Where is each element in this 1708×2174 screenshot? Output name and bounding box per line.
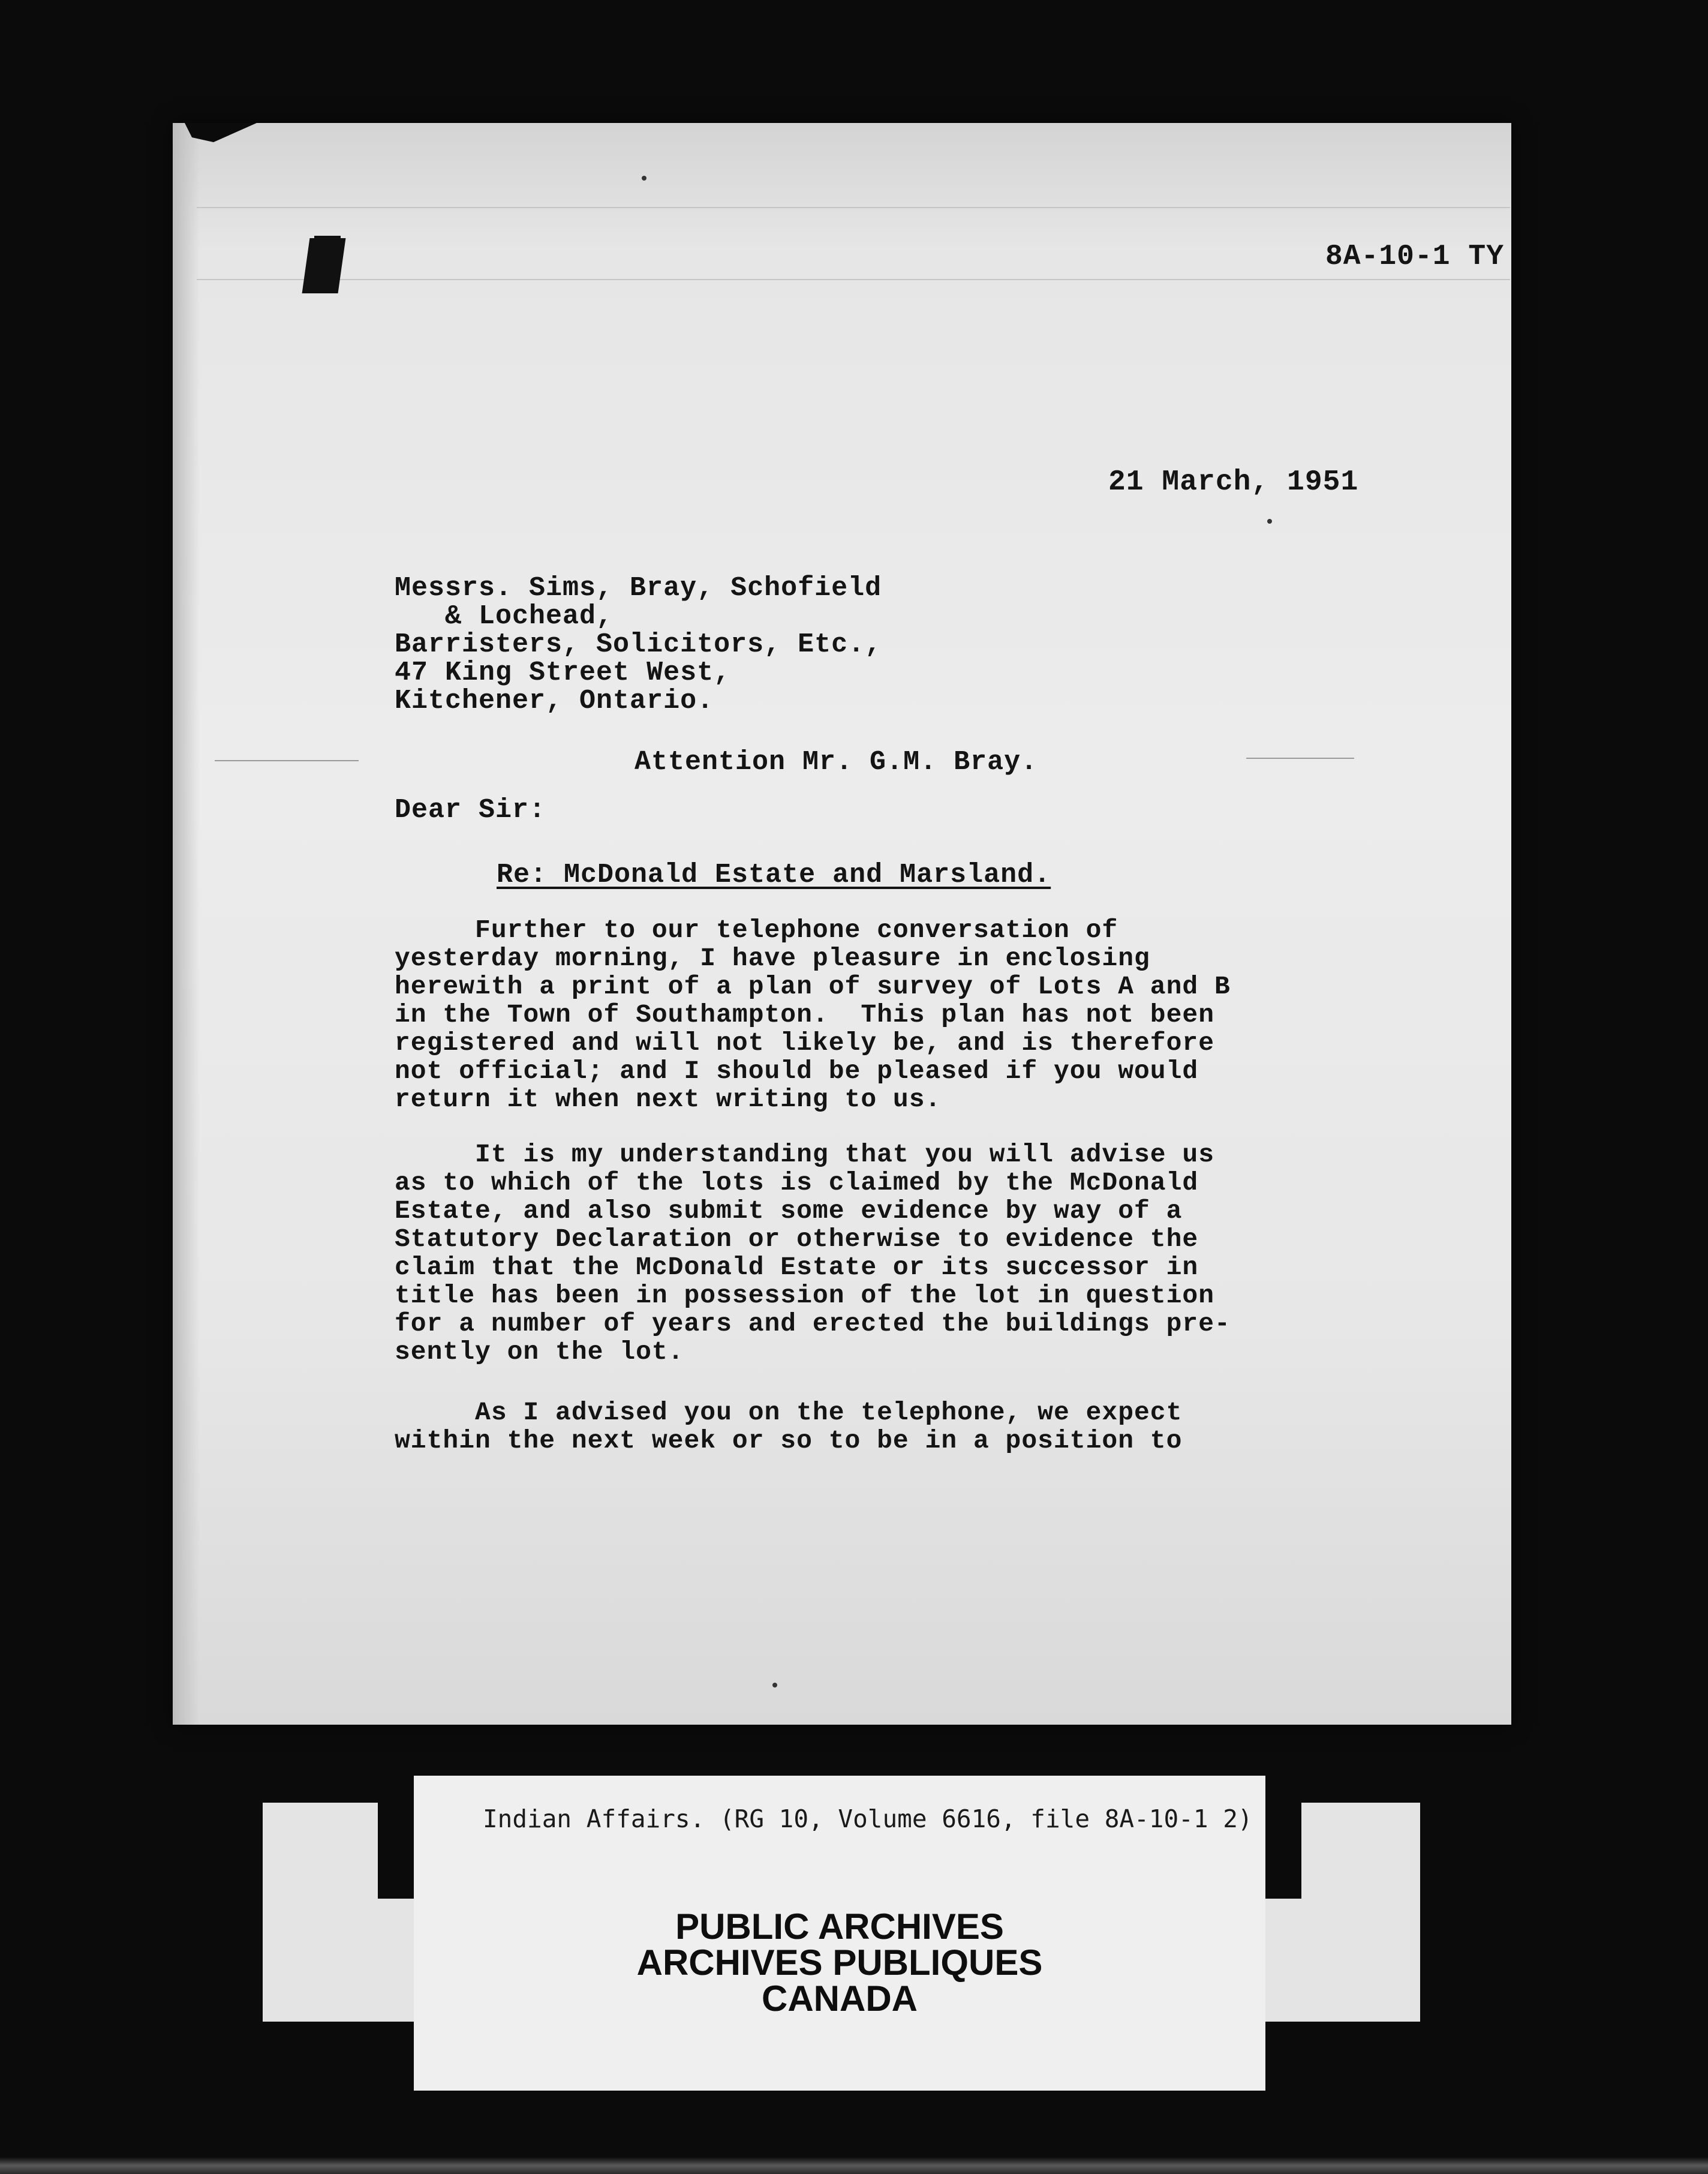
stamp-line: PUBLIC ARCHIVES: [675, 1906, 1004, 1947]
stray-line: [1246, 758, 1354, 759]
address-line: Kitchener, Ontario.: [395, 686, 714, 716]
letter-date: 21 March, 1951: [1108, 466, 1359, 499]
body-paragraph: Further to our telephone conversation of yesterday morning, I have pleasure in enclosing herewith a print of a plan of survey of Lots A and B in the Town of Southampton. This plan has not been registered and will not likely be, and is therefore not official; and I should be pleased if you would return it when next writing to us.: [395, 915, 1231, 1114]
letter-sheet: [173, 123, 1511, 1725]
stray-line: [215, 760, 359, 761]
attention-line: Attention Mr. G.M. Bray.: [635, 747, 1038, 777]
sheet-shadow-edge: [173, 123, 200, 1725]
speck: [772, 1683, 777, 1687]
archives-stamp: [414, 1906, 1265, 2019]
stamp-line: ARCHIVES PUBLIQUES: [636, 1942, 1043, 1983]
archive-label: [414, 1776, 1265, 2091]
label-notch: [1265, 1803, 1301, 1899]
file-reference: 8A-10-1 TY: [1325, 241, 1504, 273]
stamp-line: CANADA: [762, 1978, 918, 2019]
label-notch: [378, 1803, 414, 1899]
speck: [1267, 519, 1272, 524]
faint-rule: [197, 279, 1510, 280]
body-paragraph: It is my understanding that you will advise us as to which of the lots is claimed by the McDonald Estate, and also submit some evidence by way of a Statutory Declaration or otherwise to evidence the claim that the McDonald Estate or its successor in title has been in possession of the lot in question for a number of years and erected the buildings pre- sently on the lot.: [395, 1140, 1231, 1367]
address-line: & Lochead,: [395, 601, 614, 632]
faint-rule: [197, 207, 1510, 208]
subject-line: Re: McDonald Estate and Marsland.: [497, 860, 1051, 890]
body-paragraph: As I advised you on the telephone, we expect within the next week or so to be in a position to: [395, 1398, 1183, 1455]
address-line: 47 King Street West,: [395, 657, 731, 688]
film-edge: [0, 2157, 1708, 2174]
speck: [642, 176, 646, 181]
address-line: Messrs. Sims, Bray, Schofield: [395, 573, 882, 603]
tape-mark: [302, 238, 346, 293]
archive-reference: Indian Affairs. (RG 10, Volume 6616, file 8A-10-1 2): [483, 1804, 1253, 1833]
recipient-address: [395, 574, 882, 715]
salutation: Dear Sir:: [395, 795, 546, 825]
address-line: Barristers, Solicitors, Etc.,: [395, 629, 882, 660]
